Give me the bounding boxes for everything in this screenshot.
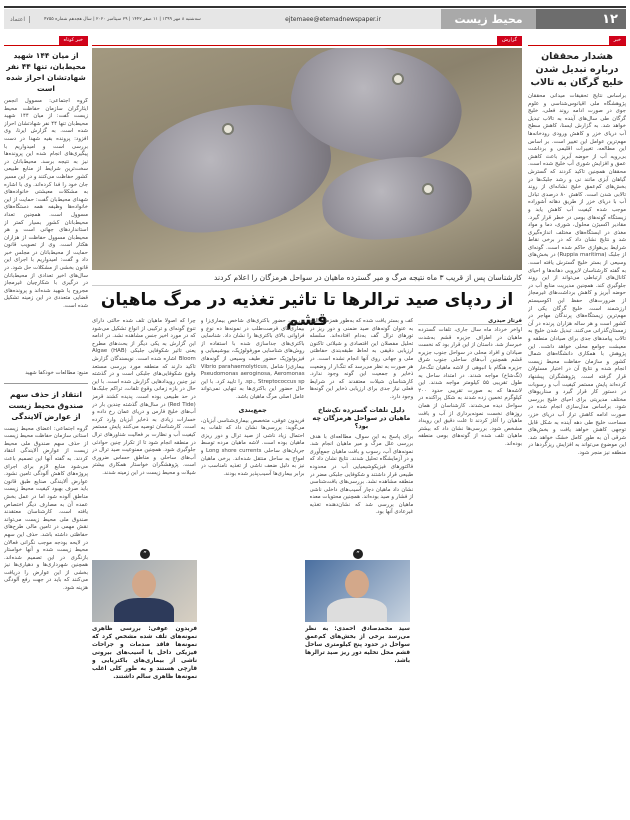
interviewee-photo <box>92 560 197 622</box>
article-source: منبع: مطالعات خودکفا شهید <box>25 370 88 376</box>
quote-icon: ” <box>140 549 150 559</box>
article-body: بررسی حضور باکتری‌های شاخص بیماری‌زا و بیماری‌های فرصت‌طلب در نمونه‌ها ده نوع و فراوانی بالای باکتری‌ها را نشان داد. شناسایی باکتری‌های جداسازی شده با استفاده از روش‌های شناسایی مورفولوژیک، بیوشیمیایی و فیزیولوژیک حضور طیف وسیعی از گونه‌های بیماری‌زا شامل Vibrio parahaemolyticus, Pseudomonas aeroginosa, Aeromonas sp., Streptococcus sp. را تایید کرد. با این حال حضور این باکتری‌ها به تنهایی نمی‌تواند عامل اصلی مرگ ماهیان باشد. <box>200 318 305 400</box>
photo-quote: فریدون عوفی: بررسی ظاهری نمونه‌های تلف شده مشخص کرد که نمونه‌ها فاقد صدمات و جراحات فیزیکی داخل یا آسیب‌های بیرونی ناشی از بیماری‌های باکتریایی و قارچی هستند و به طور کلی اغلب نمونه‌ها ظاهری سالم داشتند. <box>92 625 197 685</box>
subheading: جمع‌بندی <box>238 405 267 414</box>
report-tag: گزارش <box>497 36 522 45</box>
main-headline: از ردپای صید ترالرها تا تاثیر تغذیه در مرگ ماهیان قشم <box>100 290 514 330</box>
article-body: گروه اجتماعی: مسوول انجمن ایثارگران سازمان حفاظت محیط زیست گفت: از میان ۱۴۴ شهید محیط‌بان تنها ۴۴ نفر شهادتشان احراز شده است. به گزارش ایرنا، وی افزود: پرونده بقیه شهدا در دست بررسی است و امیدواریم با پیگیری‌های انجام شده این پرونده‌ها نیز به نتیجه برسد. محیط‌بانان در سخت‌ترین شرایط از منابع طبیعی کشور حفاظت می‌کنند و در این مسیر جان خود را فدا کرده‌اند. وی با اشاره به مشکلات معیشتی خانواده‌های شهدای محیط‌بان گفت: حمایت از این خانواده‌ها وظیفه همه دستگاه‌های مسوول است. همچنین تعداد محیط‌بانان کشور بسیار کمتر از استانداردهای جهانی است و هر محیط‌بان مسوول حفاظت از هزاران هکتار است. وی از تصویب قانون حمایت از محیط‌بانان در مجلس خبر داد و گفت: امیدواریم با اجرای این قانون بخشی از مشکلات حل شود. در سال‌های اخیر تعدادی از محیط‌بانان در درگیری با شکارچیان غیرمجاز مجروح یا شهید شده‌اند و پرونده‌های قضایی متعددی در این زمینه تشکیل شده است. <box>4 98 88 310</box>
subheading: دلیل تلفات گسترده تک‌شاخ ماهیان در سواحل هرمزگان چه بود؟ <box>312 405 411 430</box>
article-body: چرا که اصولا ماهیان تلف شده حالتی دارای تنوع گونه‌ای و ترکیبی از انواع تشکیل می‌شود که در مورد اخیر جنس مشاهده نشد. در ادامه این گزارش به یکی دیگر از بحث‌های مطرح یعنی تاثیر شکوفایی جلبکی (HAB) Algae Bloom اشاره شده است. نویسندگان گزارش تاکید دارند که منطقه مورد بررسی مستعد وقوع شکوفایی‌های جلبکی است و در گذشته نیز چنین رویدادهایی گزارش شده است. با این حال در بازه زمانی وقوع تلفات، تراکم جلبک‌ها در حد طبیعی بوده است. پدیده کشند قرمز (Red Tide) در سال‌های گذشته چندین بار در آب‌های خلیج فارس و دریای عمان رخ داده و خسارات زیادی به ذخایر آبزیان وارد کرده است. کارشناسان توصیه می‌کنند پایش مستمر کیفیت آب و نظارت بر فعالیت شناورهای ترال در منطقه انجام شود تا از تکرار چنین حوادثی جلوگیری شود. همچنین ممنوعیت صید ترال در آب‌های ساحلی و مناطق حساس ضروری است. پژوهشگران خواستار همکاری بیشتر شیلات و محیط زیست در این زمینه شدند. <box>92 318 196 476</box>
email-link[interactable]: ejtemaee@etemadnewspaper.ir <box>285 15 381 23</box>
top-rule <box>4 6 626 8</box>
article-headline: انتقاد از حذف سهم صندوق محیط زیست از عوارض آلایندگی <box>8 389 84 421</box>
news-tag: خبر <box>609 36 626 45</box>
photo-caption: کارشناسان پس از قریب ۳ ماه نتیجه مرگ و میر گسترده ماهیان در سواحل هرمزگان را اعلام کردند <box>92 273 522 286</box>
page-number: ۱۲ <box>536 9 626 29</box>
photo-quote: سید محمدصادق احمدی: به نظر می‌رسد برخی از بخش‌های کم‌عمق سواحل در حدود پنج کیلومتری ساحل قشم محل تخلیه دور ریز صید ترالرها باشد. <box>305 625 410 685</box>
right-column <box>528 36 626 816</box>
issue-date: سه‌شنبه ۸ مهر ۱۳۹۹ | ۱۱ صفر ۱۴۴۲ | ۲۹ سپتامبر ۲۰۲۰ | سال هجدهم شماره ۴۷۵۵ <box>44 16 201 22</box>
article-body: فریدون عوفی، متخصص بیماری‌شناسی آبزیان، می‌گوید: بررسی‌ها نشان داد که تلفات به احتمال زیاد ناشی از صید ترال و دور ریزی ماهیان بوده است. لاشه ماهیان مرده توسط جریان‌های ساحلی Long shore currents و امواج به ساحل منتقل شده‌اند. برخی ماهیان نیز به دلیل ضعف ناشی از تغذیه نامناسب در برابر بیماری‌ها آسیب‌پذیر شده بودند. <box>200 417 305 477</box>
left-column <box>4 36 88 816</box>
short-news-tag: خبر کوتاه <box>59 36 88 45</box>
article-body: کف و بستر یافت شده که به‌طور همزمان البته به عنوان گونه‌های صید ضمنی و دور ریز در تورهای ترال گف به‌دام افتاده‌اند. سلسله تحلیل مفصلان این اقتصادی و شیلاتی تاکنون ارزیابی دقیقی به لحاظ طبقه‌بندی حفاظتی ملی و جهانی روی آنها انجام نشده است. در هر صورت به نظر می‌رسد که تنگ‌ار ار وضعیت ذخایر و جمعیت این گونه وجود ندارد. کارشناسان شیلات معتقدند که در شرایط فعلی نیاز جدی برای ارزیابی ذخایر این گونه‌ها وجود دارد. <box>309 318 414 400</box>
quote-icon: ” <box>353 549 363 559</box>
byline: فرناز حیدری <box>418 318 522 325</box>
article-body: براساس نتایج تحقیقات میدانی محققان پژوهشگاه ملی اقیانوس‌شناسی و علوم جوی در صورت ادامه روند فعلی، خلیج گرگان طی سال‌های آینده به تالاب تبدیل خواهد شد. به گزارش ایسنا، کاهش سطح آب دریای خزر و کاهش ورودی رودخانه‌ها مهم‌ترین عوامل این تغییر است. بر اساس این مطالعه، تغییرات اقلیمی و برداشت بی‌رویه آب از حوضه آبریز باعث کاهش عمق و افزایش شوری آب خلیج شده است. محققان همچنین تاکید کردند که گسترش گیاهان آبزی مانند نی و رشد جلبک‌ها در بخش‌های کم‌عمق خلیج نشانه‌ای از روند تالابی شدن است. کاهش ۸۰ درصدی تبادل آب با دریای خزر از طریق دهانه آشوراده موجب شده کیفیت آب کاهش یابد و زیستگاه گونه‌های بومی در خطر قرار گیرد. مقادیر اکسیژن محلول، شوری، دما و مواد مغذی در ایستگاه‌های مختلف اندازه‌گیری شد و نتایج نشان داد که در برخی نقاط شرایط بی‌هوازی حاکم شده است. گونه‌ای از جلبک (Ruppia maritima) در بخش‌های وسیعی از بستر خلیج گسترش یافته است. به گفته کارشناسان لایروبی دهانه‌ها و احیای کانال‌های ارتباطی می‌تواند از این روند جلوگیری کند. همچنین مدیریت منابع آب در حوضه آبریز و کاهش برداشت‌های غیرمجاز از ضرورت‌های حفظ این اکوسیستم ارزشمند است. خلیج گرگان یکی از مهم‌ترین زیستگاه‌های پرندگان مهاجر در کشور است و هر ساله هزاران پرنده در آن زمستان‌گذرانی می‌کنند. تبدیل شدن خلیج به تالاب پیامدهای جدی برای صیادان منطقه و معیشت جوامع محلی خواهد داشت. این پژوهش با همکاری دانشگاه‌های شمال کشور و سازمان حفاظت محیط زیست انجام شده و نتایج آن در اختیار مسئولان قرار گرفته است. پژوهشگران پیشنهاد کرده‌اند پایش مستمر کیفیت آب و رسوبات در دستور کار قرار گیرد و سناریوهای مختلف مدیریتی برای احیای خلیج بررسی شود. براساس مدل‌سازی انجام شده در صورت ادامه کاهش تراز آب دریای خزر، مساحت خلیج طی دهه آینده به شکل قابل توجهی کاهش خواهد یافت و بخش‌های شرقی آن به طور کامل خشک خواهد شد. این موضوع می‌تواند به افزایش ریزگردها در منطقه نیز منجر شود. <box>528 93 626 456</box>
section-title: محیط زیست <box>441 9 536 29</box>
newspaper-logo: اعتماد <box>10 16 30 23</box>
interviewee-photo <box>305 560 410 622</box>
article-headline: از میان ۱۴۴ شهید محیط‌بان، تنها ۴۴ نفر شهادتشان احراز شده است <box>6 51 86 93</box>
dead-fish-photo <box>92 48 522 270</box>
article-body: اواخر خرداد ماه سال جاری، تلفات گسترده ماهیان در اطراف جزیره قشم به‌شدت خبرساز شد. داستان از این قرار بود که نخست صیادان و افراد محلی در سواحل جنوب جزیره قشم همچنین آب‌های ساحلی جنوب شرق جزیره هنگام با انبوهی از لاشه ماهیان تنگ‌خار (نگ‌شاخ) مواجه شدند. در امتداد ساحل به طول تقریبی ۵۵ کیلومتر مواجه شدند. این لاشه‌ها که به صورت تقریبی حدود ۲۰۰ کیلوگرم تخمین زده شدند به شکل پراکنده در سواحل دیده می‌شدند. کارشناسان از همان روزهای نخست نمونه‌برداری از آب و بافت ماهیان را آغاز کردند تا علت دقیق این رویداد مشخص شود. بررسی‌ها نشان داد که بیشتر ماهیان تلف شده از گونه‌های بومی منطقه بوده‌اند. <box>418 327 522 447</box>
page-header <box>4 9 626 29</box>
article-body: گروه اجتماعی: اعضای محیط زیست استانی سازمان حفاظت محیط زیست از حذف سهم صندوق ملی محیط زیست از عوارض آلایندگی انتقاد کردند. به گفته آنها این تصمیم باعث می‌شود منابع لازم برای اجرای پروژه‌های کاهش آلودگی تامین نشود. عوارض آلایندگی صنایع طبق قانون باید صرف بهبود کیفیت محیط زیست مناطق آلوده شود اما در عمل بخش عمده آن به مصارف دیگر اختصاص یافته است. کارشناسان معتقدند صندوق ملی محیط زیست می‌تواند نقش مهمی در تامین مالی طرح‌های حفاظتی داشته باشد. حذف این سهم در لایحه بودجه موجب نگرانی فعالان محیط زیست شده و آنها خواستار بازنگری در این تصمیم شده‌اند. همچنین شهرداری‌ها و دهیاری‌ها نیز بخشی از این عوارض را دریافت می‌کنند که باید در جهت رفع آلودگی هزینه شود. <box>4 425 88 592</box>
article-body: برای پاسخ به این سوال، مطالعه‌ای با هدف بررسی علل مرگ و میر ماهیان انجام شد. نمونه‌های آب، رسوب و بافت ماهیان جمع‌آوری و در آزمایشگاه تحلیل شدند. نتایج نشان داد که فاکتورهای فیزیکوشیمیایی آب در محدوده طبیعی قرار داشتند و شکوفایی جلبکی مضر در منطقه مشاهده نشد. بررسی‌های بافت‌شناسی نشان داد ماهیان دچار آسیب‌های داخلی ناشی از فشار و صید بوده‌اند. همچنین محتویات معده ماهیان بررسی شد که نشان‌دهنده تغذیه غیرعادی آنها بود. <box>309 433 414 516</box>
article-headline: هشدار محققان درباره تبدیل شدن خلیج گرگان به تالاب <box>530 51 624 88</box>
